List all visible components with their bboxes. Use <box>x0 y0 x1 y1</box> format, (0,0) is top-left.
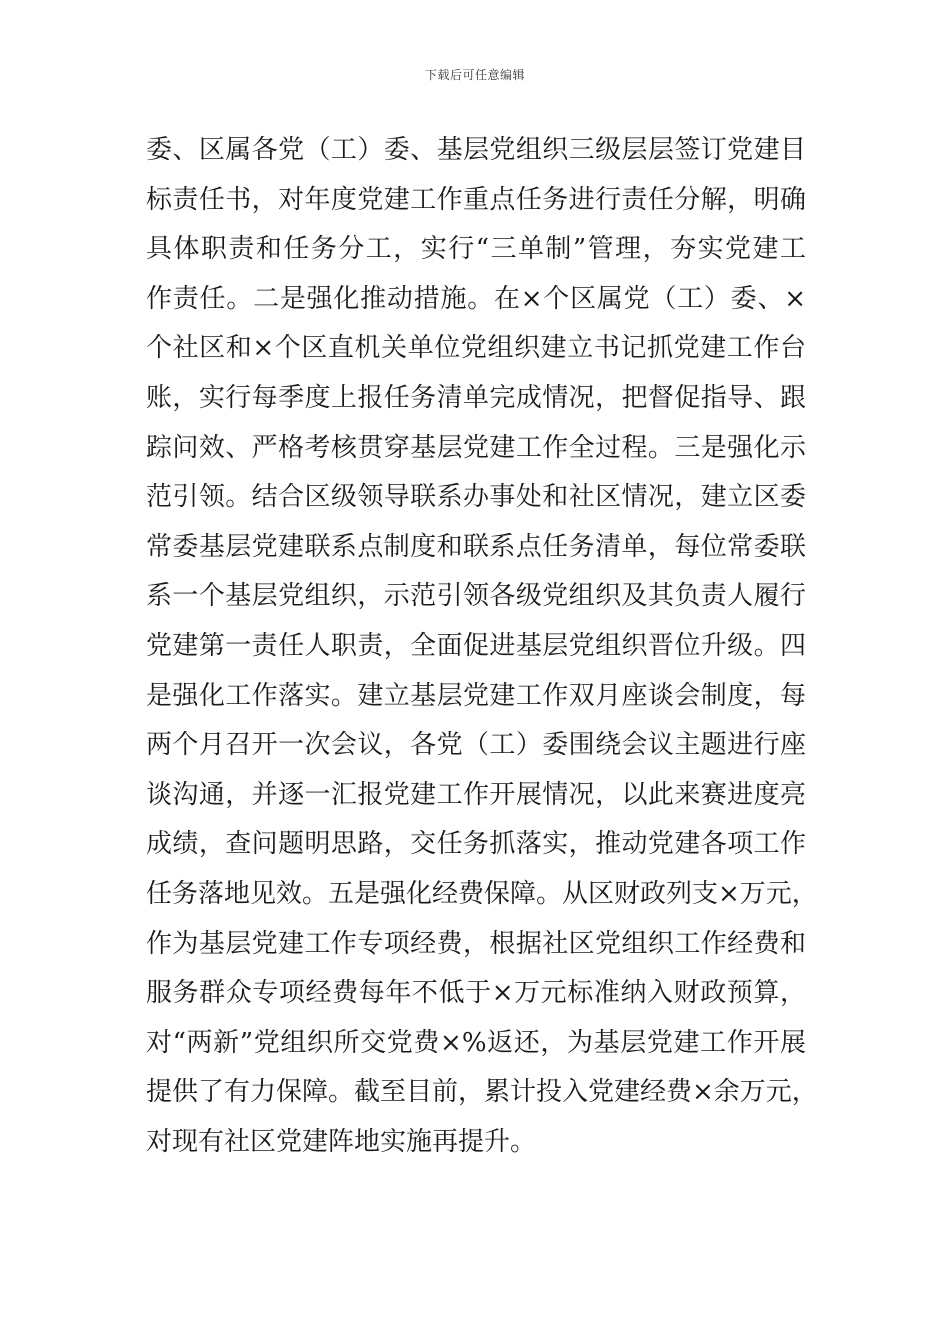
text-line: 委、区属各党（工）委、基层党组织三级层层签订党建目 <box>146 135 806 165</box>
text-line: 账，实行每季度上报任务清单完成情况，把督促指导、跟 <box>146 382 806 413</box>
text-line: 标责任书，对年度党建工作重点任务进行责任分解，明确 <box>146 184 806 215</box>
text-line: 谈沟通，并逐一汇报党建工作开展情况，以此来赛进度亮 <box>146 779 806 810</box>
text-line: 个社区和×个区直机关单位党组织建立书记抓党建工作台 <box>146 333 806 364</box>
text-line: 提供了有力保障。截至目前，累计投入党建经费×余万元， <box>146 1077 818 1108</box>
text-line: 系一个基层党组织，示范引领各级党组织及其负责人履行 <box>146 581 806 612</box>
text-line: 是强化工作落实。建立基层党建工作双月座谈会制度，每 <box>146 680 806 711</box>
text-line: 具体职责和任务分工，实行“三单制”管理，夯实党建工 <box>146 234 806 265</box>
text-line: 两个月召开一次会议，各党（工）委围绕会议主题进行座 <box>146 730 806 761</box>
text-line: 对“两新”党组织所交党费×%返还，为基层党建工作开展 <box>146 1027 806 1058</box>
header-note: 下载后可任意编辑 <box>424 68 525 82</box>
text-line: 作责任。二是强化推动措施。在×个区属党（工）委、× <box>146 283 806 314</box>
text-line: 党建第一责任人职责，全面促进基层党组织晋位升级。四 <box>146 630 806 661</box>
text-line: 任务落地见效。五是强化经费保障。从区财政列支×万元， <box>146 878 818 909</box>
text-line: 成绩，查问题明思路，交任务抓落实，推动党建各项工作 <box>146 829 806 860</box>
text-line: 踪问效、严格考核贯穿基层党建工作全过程。三是强化示 <box>146 432 806 463</box>
text-line: 对现有社区党建阵地实施再提升。 <box>146 1126 537 1157</box>
text-line: 服务群众专项经费每年不低于×万元标准纳入财政预算， <box>146 978 806 1009</box>
document-body <box>146 126 818 1167</box>
text-line: 常委基层党建联系点制度和联系点任务清单，每位常委联 <box>146 531 806 562</box>
text-line: 作为基层党建工作专项经费，根据社区党组织工作经费和 <box>146 928 806 959</box>
text-line: 范引领。结合区级领导联系办事处和社区情况，建立区委 <box>146 482 806 513</box>
